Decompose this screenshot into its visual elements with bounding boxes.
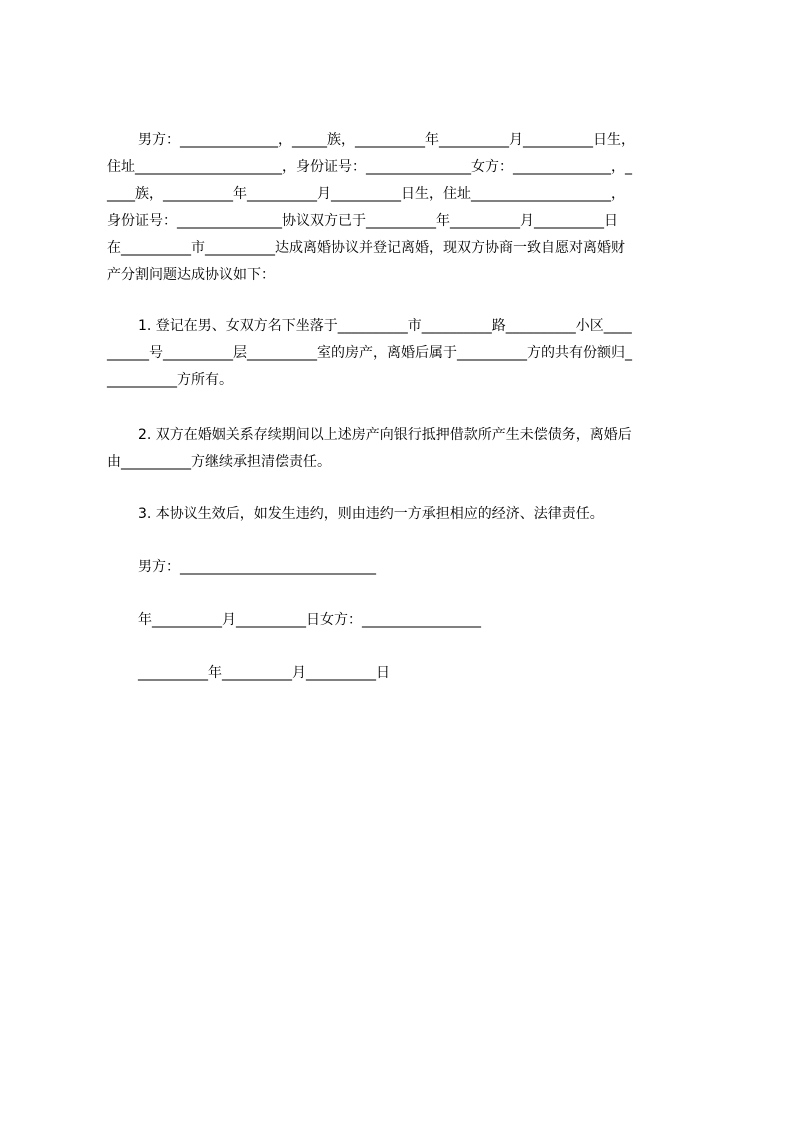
intro-line-3: ____族，__________年__________月__________日生，住址____________________，: [107, 186, 625, 202]
clause-2-line-2: 由__________方继续承担清偿责任。: [107, 454, 331, 470]
intro-line-1: 男方：______________，_____族，__________年__________月__________日生，: [138, 132, 635, 148]
signature-date-wife: 年__________月__________日女方：_________________: [138, 612, 481, 628]
intro-line-2: 住址_____________________，身份证号：_______________女方：______________，_: [107, 159, 632, 175]
clause-2-line-1: 2. 双方在婚姻关系存续期间以上述房产向银行抵押借款所产生未偿债务，离婚后: [138, 427, 632, 443]
clause-1-line-2: ______号__________层__________室的房产，离婚后属于__________方的共有份额归_: [107, 345, 632, 361]
clause-1-line-1: 1. 登记在男、女双方名下坐落于__________市__________路__________小区____: [138, 318, 632, 334]
signature-husband: 男方：____________________________: [138, 559, 376, 575]
intro-line-4: 身份证号：_______________协议双方已于__________年__________月__________日: [107, 213, 618, 229]
clause-1-line-3: __________方所有。: [107, 372, 233, 388]
clause-3-line-1: 3. 本协议生效后，如发生违约，则由违约一方承担相应的经济、法律责任。: [138, 506, 604, 522]
intro-line-5: 在__________市__________达成离婚协议并登记离婚，现双方协商一致自愿对离婚财: [107, 240, 625, 256]
signature-date: __________年__________月__________日: [138, 665, 390, 681]
intro-line-6: 产分割问题达成协议如下：: [107, 267, 275, 283]
